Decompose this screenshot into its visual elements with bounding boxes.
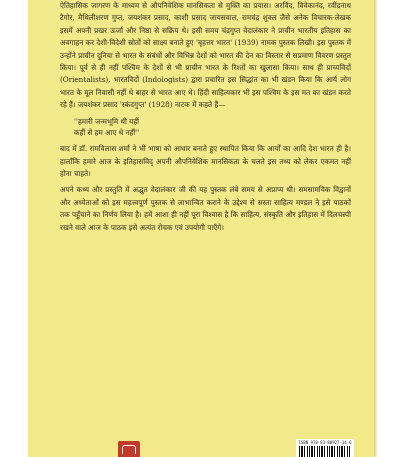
poem-line-1: ''हमारी जन्मभूमि थी यहीं (74, 116, 140, 126)
poem-line-2: कहीं से हम आए थे नहीं'' (74, 128, 140, 138)
blurb-paragraph-2: बाद में डॉ. रामविलास शर्मा ने भी भाषा को आधार बनाते हुए स्थापित किया कि आर्यों का आदि देश भारत ही है। हालाँकि हमारे आज के इतिहासविद् अपनी औपनिवेशिक मानसिकता के चलते इस तथ्य को लेकर एकमत नहीं होना चाहते। (60, 144, 351, 179)
poem-quote (74, 116, 351, 140)
publisher-logo-icon (118, 441, 140, 457)
blurb-paragraph-3: अपने कथ्य और प्रस्तुति में अद्भुत वेदालंकार जी की यह पुस्तक लंबे समय से अप्राप्य थी। समसामयिक विद्वानों और अध्येताओं को इस महत्त्वपूर्ण पुस्तक से लाभान्वित कराने के उद्देश्य से सस्ता साहित्य मण्डल ने इसे पाठकों तक पहुँचाने का निर्णय लिया है। हमें आशा ही नहीं पूरा विश्वास है कि साहित्य, संस्कृति और इतिहास में दिलचस्पी रखने वाले आज के पाठक इसे अत्यंत रोचक एवं उपयोगी पाएँगे। (60, 185, 351, 232)
book-spine-edge (374, 0, 378, 457)
isbn-label: ISBN 978-93-88927-14-6 (298, 440, 352, 445)
barcode-bars-icon (299, 446, 351, 457)
blurb-paragraph-1: ऐतिहासिक जागरण के माध्यम से औपनिवेशिक मानसिकता से मुक्ति का प्रयास। अरविंद, विवेकानंद, रवींद्रनाथ टैगोर, मैथिलीशरण गुप्त, जयशंकर प्रसाद, काशी प्रसाद जायसवाल, रामचंद्र शुक्ल जैसे अनेक विचारक-लेखक इसमें अपनी प्रखर ऊर्जा और निष्ठा से सक्रिय थे। इसी समय चंद्रगुप्त वेदालंकार ने प्राचीन भारतीय इतिहास का अवगाहन कर देशी-विदेशी स्रोतों को साक्ष्य बनाते हुए 'बृहत्तर भारत' (1939) नामक पुस्तक लिखी। इस पुस्तक में उन्होंने प्राचीन दुनिया से भारत के संबंधों और विभिन्न देशों को भारत की देन का विस्तार से सप्रमाण विवरण प्रस्तुत किया। पूर्व से ही नहीं पश्चिम के देशों से भी प्राचीन भारत के रिश्तों का खुलासा किया। साथ ही प्राच्यविदों (Orientalists), भारतविदों (Indologists) द्वारा प्रचारित इस सिद्धांत का भी खंडन किया कि आर्य लोग भारत के मूल निवासी नहीं थे बाहर से भारत आए थे। हिंदी साहित्यकार भी इस पश्चिम के इस मत का खंडन करते रहे हैं। जयशंकर प्रसाद 'स्कंदगुप्त' (1928) नाटक में कहते हैं— (60, 1, 351, 110)
blurb-text (60, 0, 351, 238)
isbn-barcode (296, 439, 354, 457)
